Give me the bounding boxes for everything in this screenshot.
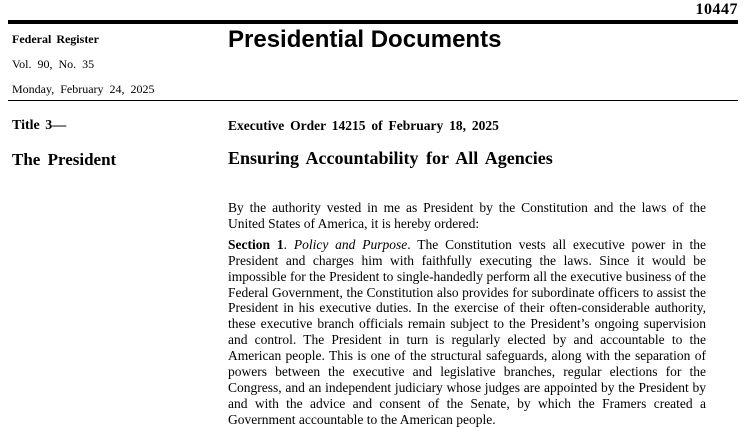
- section1-separator2: .: [407, 236, 418, 252]
- document-column: [228, 118, 706, 428]
- header-rule: [8, 100, 738, 101]
- masthead: [12, 32, 212, 97]
- section1-separator1: .: [283, 236, 294, 252]
- document-body: [228, 200, 706, 428]
- sidebar: [12, 118, 212, 170]
- section1-subject: Policy and Purpose: [293, 236, 408, 252]
- masthead-volume: Vol. 90, No. 35: [12, 57, 95, 71]
- masthead-section-title: Presidential Documents: [228, 26, 502, 53]
- section1-body-text: The Constitution vests all executive power in the President and charges him with faithfully executing the laws. Since it would be impossible for the President to single-handedly perform all the executive business of the Federal Government, the Constitution also provides for subordinate officers to assist the President in his executive duties. In the exercise of their often-considerable authority, these executive branch officials remain subject to the President’s ongoing supervision and control. The President in turn is regularly elected by and accountable to the American people. This is one of the structural safeguards, along with the separation of powers between the executive and legislative branches, regular elections for the Congress, and an independent judiciary whose judges are appointed by the President by and with the advice and consent of the Senate, by which the Framers created a Government accountable to the American people.: [228, 236, 706, 427]
- top-double-rule: [8, 20, 738, 24]
- preamble-paragraph: By the authority vested in me as President by the Constitution and the laws of the United States of America, it is hereby ordered:: [228, 200, 706, 231]
- order-heading: Executive Order 14215 of February 18, 2025: [228, 118, 499, 133]
- sidebar-subtitle: The President: [12, 150, 117, 169]
- order-title: Ensuring Accountability for All Agencies: [228, 148, 553, 168]
- sidebar-title-line: Title 3—: [12, 118, 67, 133]
- section1-paragraph: [228, 237, 706, 428]
- page-number: 10447: [695, 1, 738, 18]
- masthead-publication: Federal Register: [12, 32, 99, 46]
- masthead-date: Monday, February 24, 2025: [12, 82, 155, 96]
- section1-label: Section 1: [228, 236, 284, 252]
